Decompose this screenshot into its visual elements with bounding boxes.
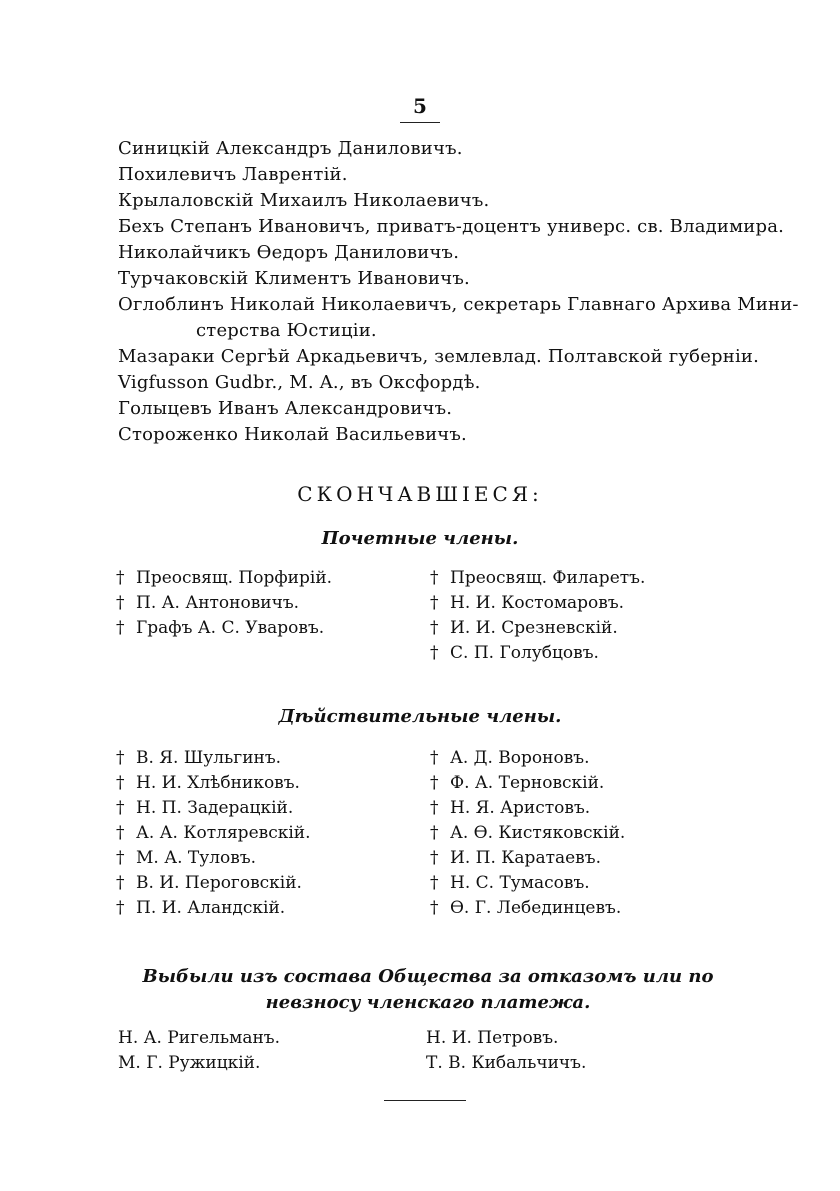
member-name: В. И. Пероговскій. [136,873,302,893]
full-members-left-column [116,746,311,921]
member-name: А. А. Котляревскій. [136,823,311,843]
member-line: Синицкій Александръ Даниловичъ. [118,138,463,159]
list-item [430,896,625,921]
resigned-right-column [426,1026,586,1076]
member-line: Бехъ Степанъ Ивановичъ, приватъ-доцентъ универс. св. Владимира. [118,216,785,237]
member-line: Голыцевъ Иванъ Александровичъ. [118,398,453,419]
end-rule [384,1100,466,1101]
dagger-icon: † [430,873,439,893]
dagger-icon: † [116,773,125,793]
member-name: Н. П. Задерацкій. [136,798,294,818]
dagger-icon: † [430,773,439,793]
member-line: Vigfusson Gudbr., M. A., въ Оксфордѣ. [118,372,481,393]
member-name: Ө. Г. Лебединцевъ. [450,898,622,918]
member-name: Н. И. Хлѣбниковъ. [136,773,300,793]
list-item [430,566,645,591]
list-item [116,616,332,641]
list-item: Т. В. Кибальчичъ. [426,1053,587,1073]
deceased-heading: СКОНЧАВШІЕСЯ: [297,482,543,506]
list-item [116,566,332,591]
dagger-icon: † [116,568,125,588]
member-line: Турчаковскій Климентъ Ивановичъ. [118,268,470,289]
member-name: Н. Я. Аристовъ. [450,798,591,818]
resigned-members-title: Выбыли изъ состава Общества за отказомъ или по невзносу членскаго платежа. [142,966,714,1013]
dagger-icon: † [116,898,125,918]
member-name: С. П. Голубцовъ. [450,643,599,663]
list-item [430,871,625,896]
honorary-left-column [116,566,332,641]
list-item [116,796,311,821]
list-item [430,771,625,796]
member-line: Стороженко Николай Васильевичъ. [118,424,467,445]
dagger-icon: † [116,848,125,868]
resigned-left-column [118,1026,280,1076]
dagger-icon: † [430,798,439,818]
member-name: Преосвящ. Порфирій. [136,568,333,588]
full-members-title: Дѣйствительные члены. [278,706,562,727]
member-name: В. Я. Шульгинъ. [136,748,282,768]
member-name: П. И. Аландскій. [136,898,286,918]
full-members-right-column [430,746,625,921]
dagger-icon: † [116,593,125,613]
list-item [430,616,645,641]
member-line: Мазараки Сергѣй Аркадьевичъ, землевлад. Полтавской губерніи. [118,346,760,367]
dagger-icon: † [430,898,439,918]
dagger-icon: † [430,848,439,868]
member-line: Оглоблинъ Николай Николаевичъ, секретарь Главнаго Архива Мини- [118,294,799,315]
member-name: А. Ө. Кистяковскій. [450,823,626,843]
member-line-continuation: стерства Юстиціи. [196,320,377,341]
list-item [430,796,625,821]
dagger-icon: † [116,798,125,818]
member-name: Н. И. Костомаровъ. [450,593,625,613]
list-item: Н. А. Ригельманъ. [118,1028,281,1048]
list-item [430,641,645,666]
member-line: Крылаловскій Михаилъ Николаевичъ. [118,190,490,211]
dagger-icon: † [116,873,125,893]
member-name: Преосвящ. Филаретъ. [450,568,646,588]
member-name: И. П. Каратаевъ. [450,848,601,868]
page-number-rule [400,122,440,123]
list-item [430,821,625,846]
dagger-icon: † [116,618,125,638]
list-item [430,746,625,771]
member-name: Н. С. Тумасовъ. [450,873,590,893]
member-name: А. Д. Вороновъ. [450,748,590,768]
list-item [116,821,311,846]
member-name: М. А. Туловъ. [136,848,257,868]
member-name: И. И. Срезневскій. [450,618,618,638]
list-item [430,846,625,871]
dagger-icon: † [430,593,439,613]
list-item [116,591,332,616]
list-item [116,896,311,921]
dagger-icon: † [430,618,439,638]
list-item [116,871,311,896]
member-name: Ф. А. Терновскій. [450,773,605,793]
list-item [116,846,311,871]
honorary-right-column [430,566,645,666]
member-name: Графъ А. С. Уваровъ. [136,618,325,638]
dagger-icon: † [116,748,125,768]
page-number: 5 [413,94,427,118]
member-line: Николайчикъ Өедоръ Даниловичъ. [118,242,460,263]
dagger-icon: † [430,823,439,843]
dagger-icon: † [116,823,125,843]
member-name: П. А. Антоновичъ. [136,593,300,613]
list-item: Н. И. Петровъ. [426,1028,559,1048]
member-line: Похилевичъ Лаврентій. [118,164,348,185]
list-item [116,771,311,796]
dagger-icon: † [430,643,439,663]
dagger-icon: † [430,568,439,588]
honorary-members-title: Почетные члены. [321,528,519,549]
list-item [430,591,645,616]
dagger-icon: † [430,748,439,768]
list-item [116,746,311,771]
list-item: М. Г. Ружицкій. [118,1053,261,1073]
